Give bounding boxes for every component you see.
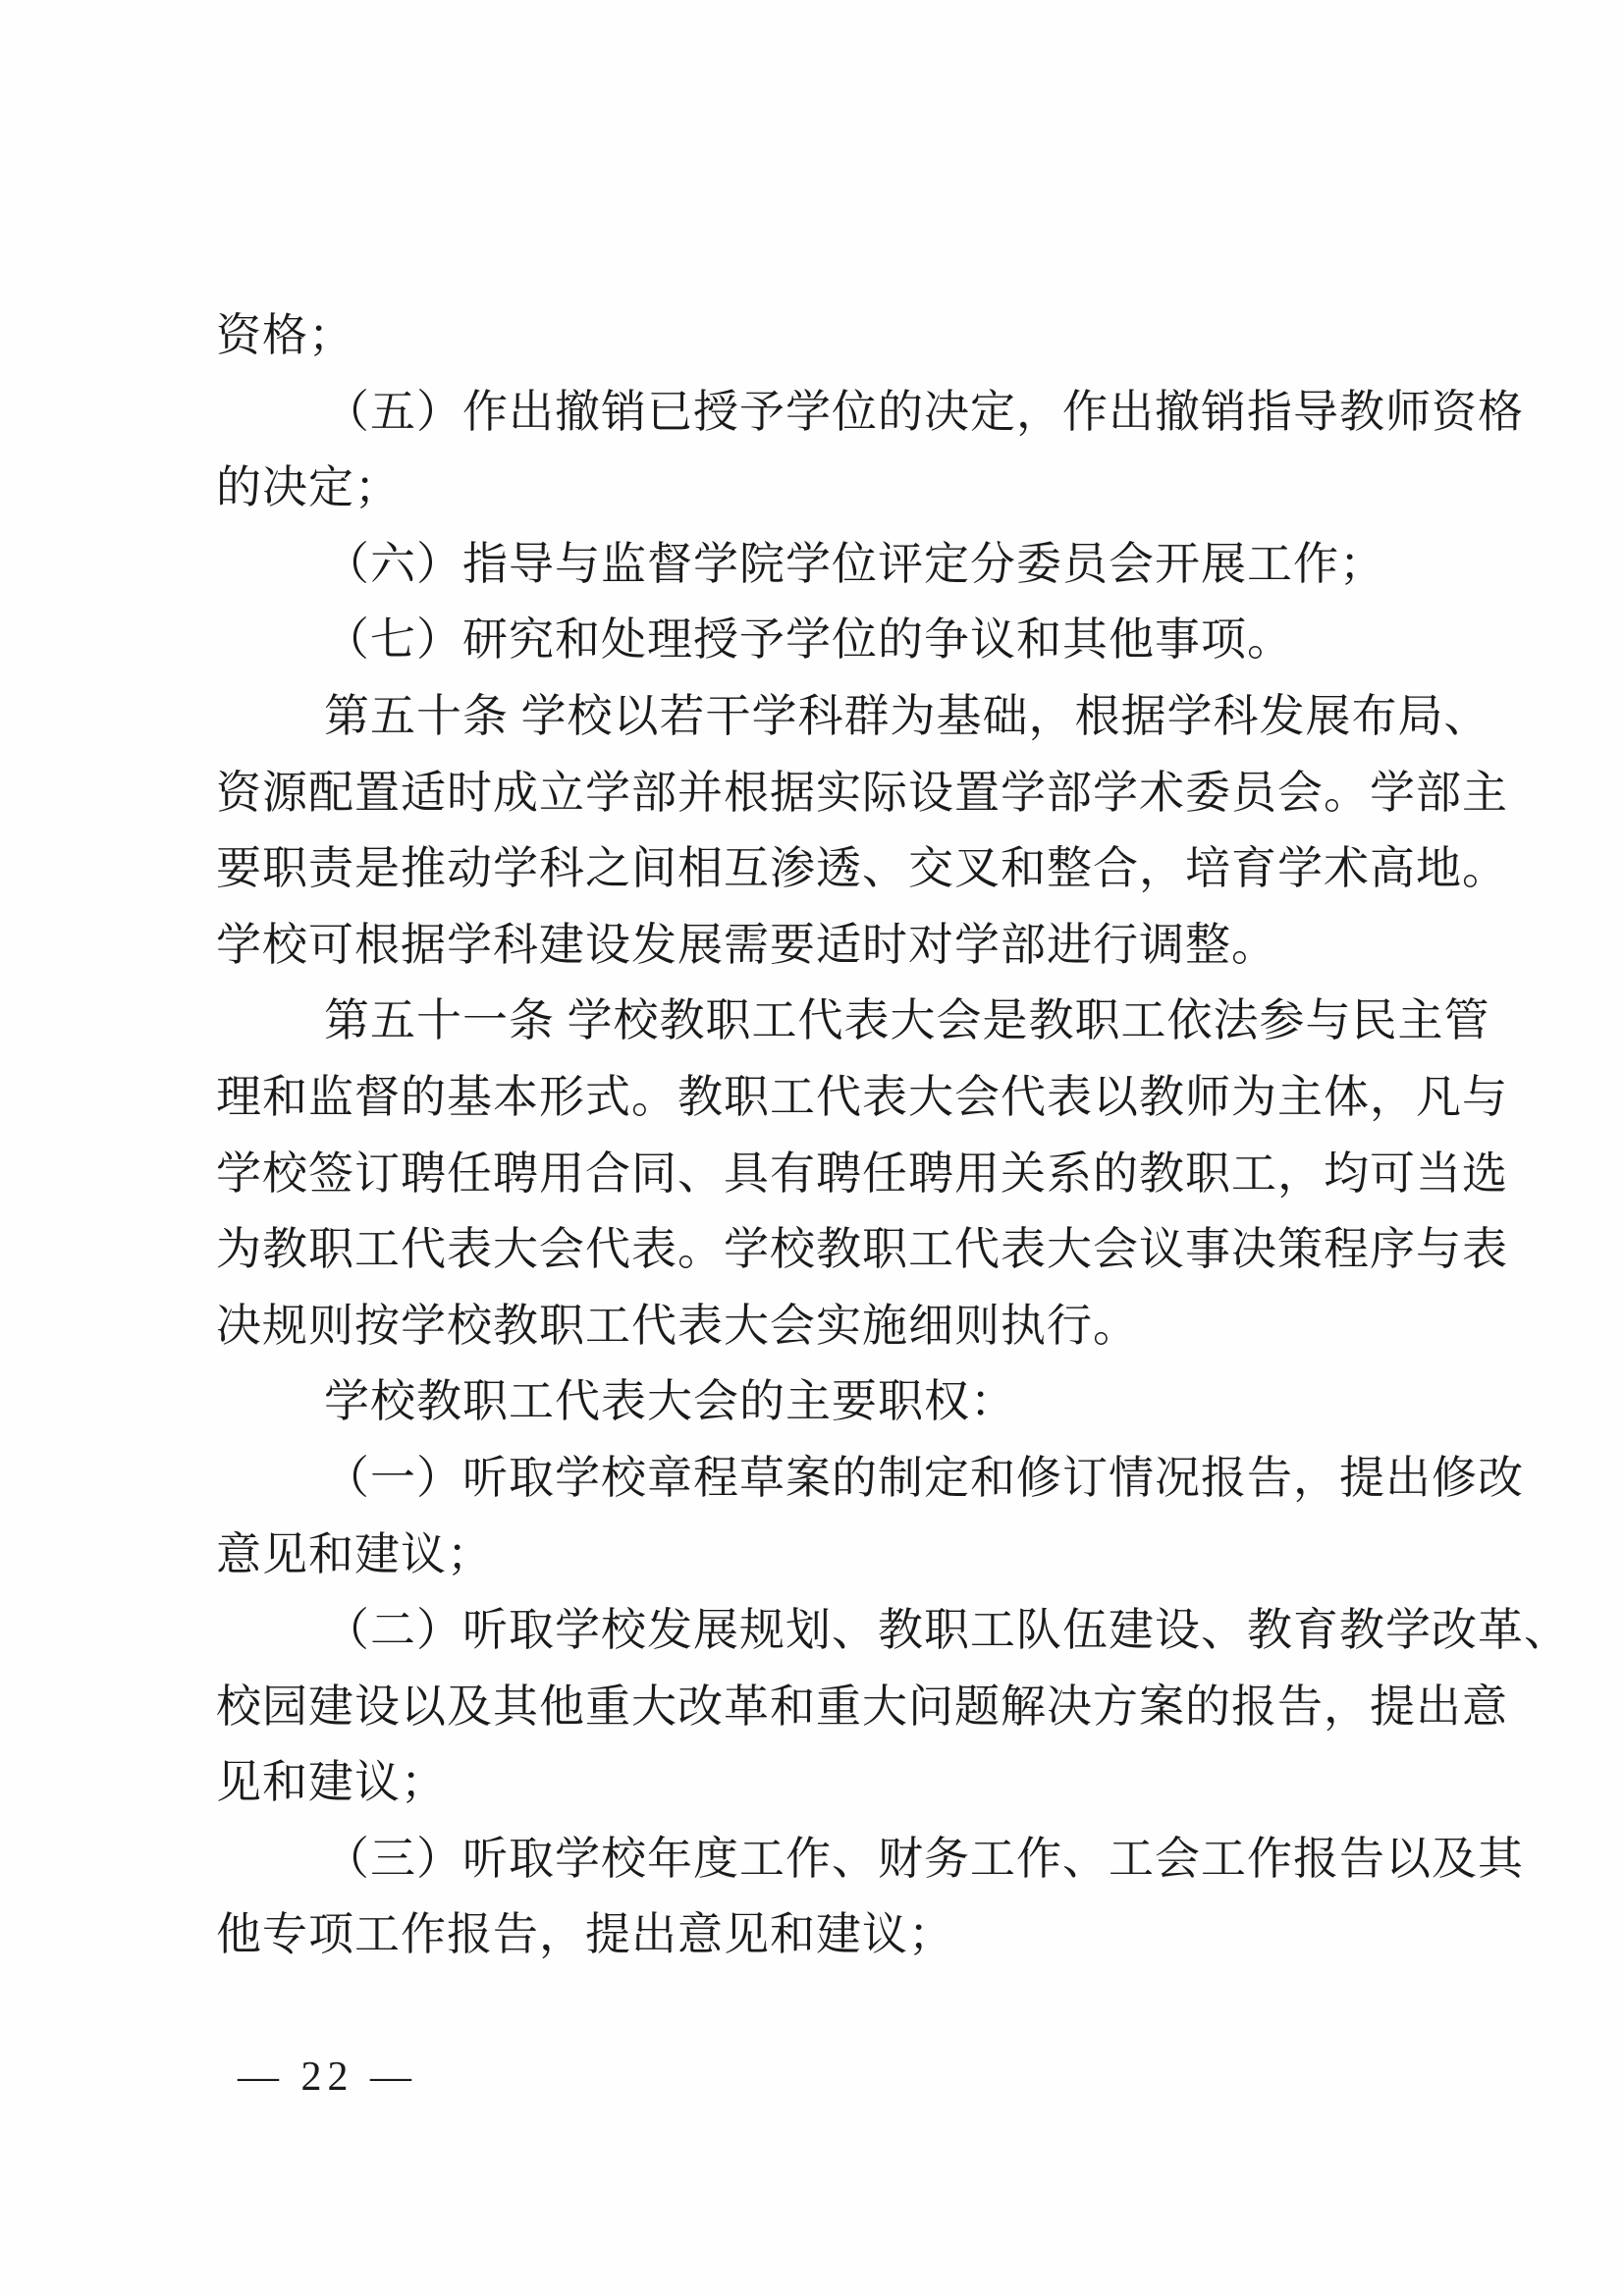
text-line: 他专项工作报告，提出意见和建议； (216, 1909, 954, 1960)
text-line: 学校可根据学科建设发展需要适时对学部进行调整。 (216, 919, 1277, 970)
page-number: — 22 — (238, 2055, 417, 2100)
text-line: 第五十一条 学校教职工代表大会是教职工依法参与民主管 (324, 995, 1490, 1046)
text-line: 校园建设以及其他重大改革和重大问题解决方案的报告，提出意 (216, 1681, 1508, 1732)
text-line: （三）听取学校年度工作、财务工作、工会工作报告以及其 (324, 1833, 1524, 1884)
text-line: （六）指导与监督学院学位评定分委员会开展工作； (324, 538, 1385, 589)
text-line: 要职责是推动学科之间相互渗透、交叉和整合，培育学术高地。 (216, 843, 1508, 894)
text-line: （五）作出撤销已授予学位的决定，作出撤销指导教师资格 (324, 386, 1524, 437)
text-line: 第五十条 学校以若干学科群为基础，根据学科发展布局、 (324, 690, 1490, 741)
text-line: 决规则按学校教职工代表大会实施细则执行。 (216, 1300, 1139, 1351)
text-line: 资格； (216, 310, 354, 360)
text-line: 见和建议； (216, 1757, 447, 1808)
text-line: 意见和建议； (216, 1528, 493, 1579)
text-line: 资源配置适时成立学部并根据实际设置学部学术委员会。学部主 (216, 767, 1508, 818)
text-line: 学校签订聘任聘用合同、具有聘任聘用关系的教职工，均可当选 (216, 1148, 1508, 1199)
text-line: 理和监督的基本形式。教职工代表大会代表以教师为主体，凡与 (216, 1071, 1508, 1122)
text-line: 的决定； (216, 462, 401, 513)
text-line: （七）研究和处理授予学位的争议和其他事项。 (324, 614, 1293, 666)
body-text (216, 297, 1570, 1973)
text-line: （二）听取学校发展规划、教职工队伍建设、教育教学改革、 (324, 1605, 1570, 1656)
text-line: （一）听取学校章程草案的制定和修订情况报告，提出修改 (324, 1452, 1524, 1503)
text-line: 为教职工代表大会代表。学校教职工代表大会议事决策程序与表 (216, 1224, 1508, 1275)
text-line: 学校教职工代表大会的主要职权： (324, 1376, 1016, 1427)
